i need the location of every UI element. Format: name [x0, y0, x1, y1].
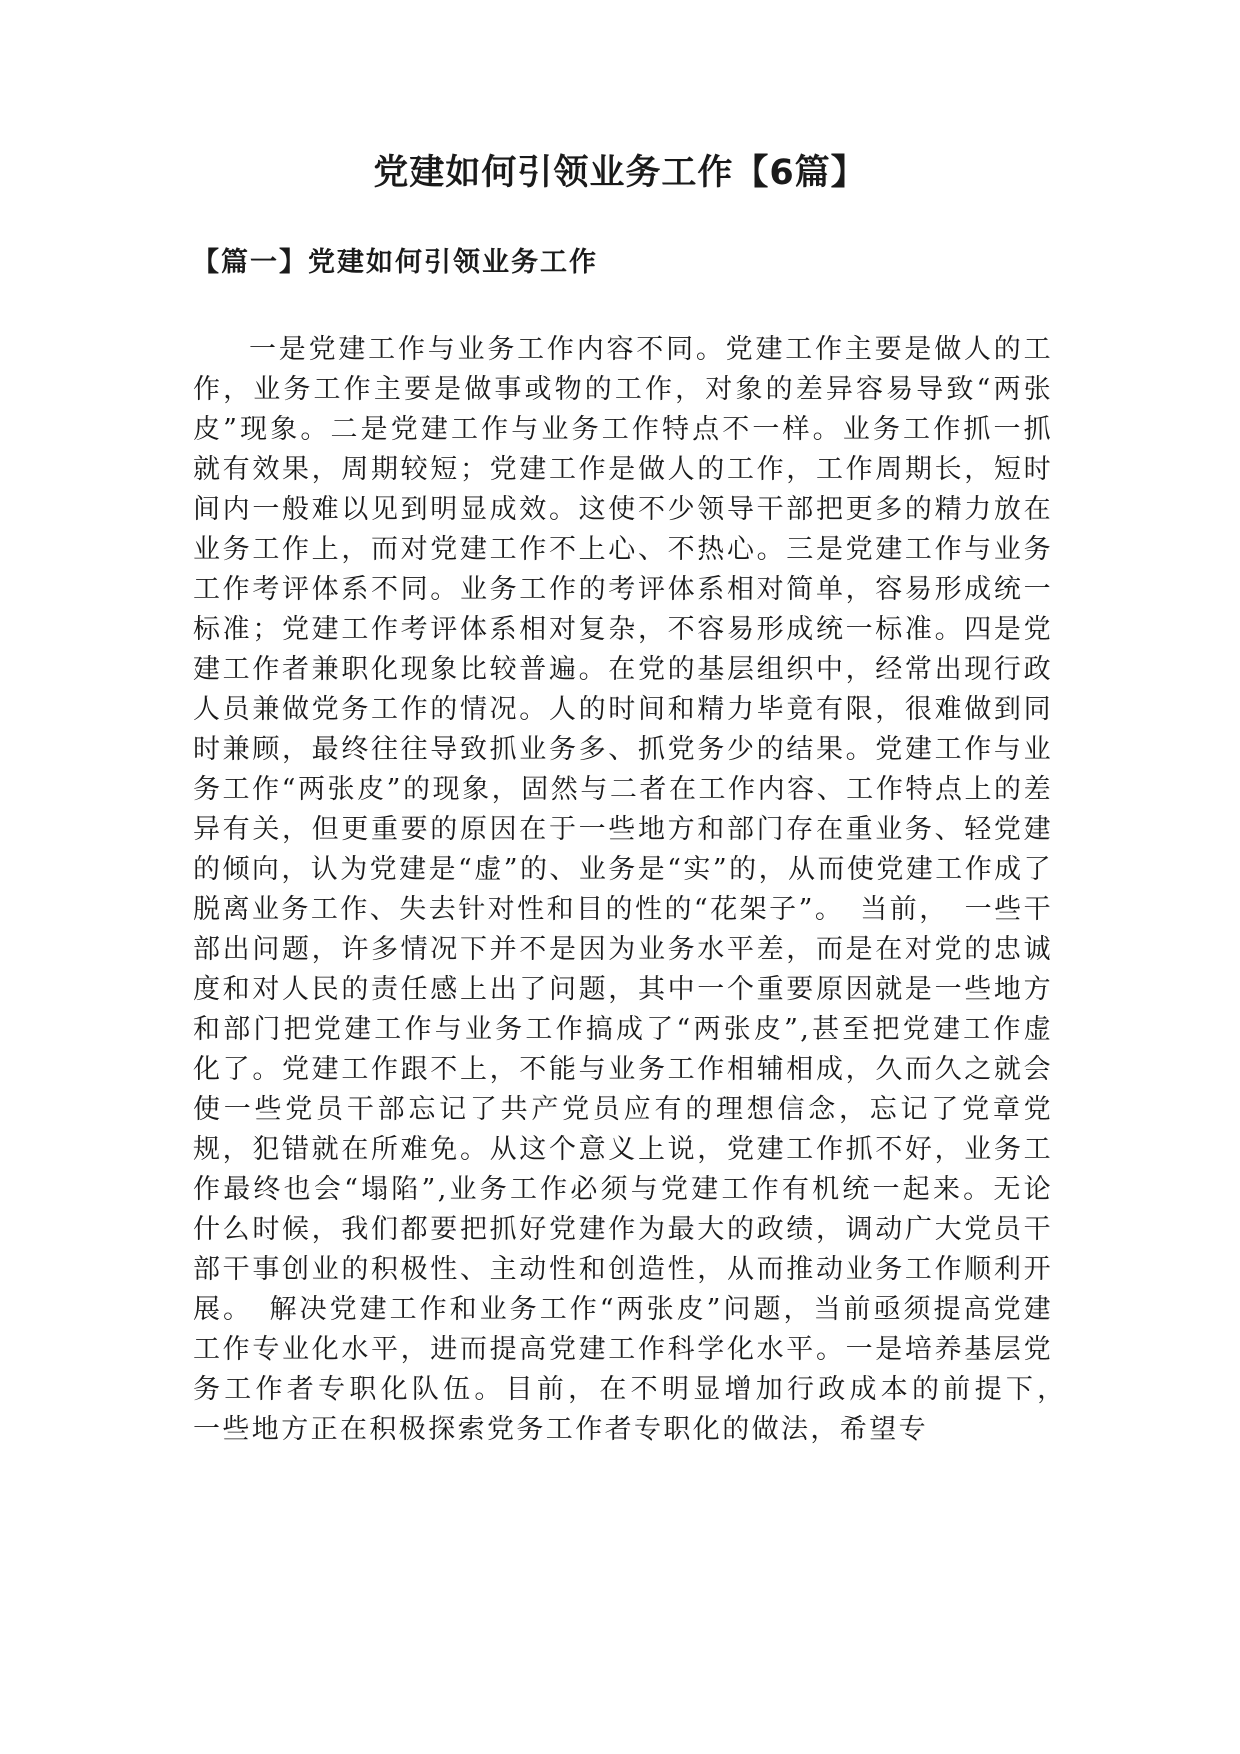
section-heading: 【篇一】党建如何引领业务工作 [192, 247, 598, 278]
document-title: 党建如何引领业务工作【6篇】 [373, 153, 867, 193]
body-paragraph: 一是党建工作与业务工作内容不同。党建工作主要是做人的工作，业务工作主要是做事或物的工作，对象的差异容易导致“两张皮”现象。二是党建工作与业务工作特点不一样。业务工作抓一抓就有效果，周期较短；党建工作是做人的工作，工作周期长，短时间内一般难以见到明显成效。这使不少领导干部把更多的精力放在业务工作上，而对党建工作不上心、不热心。三是党建工作与业务工作考评体系不同。业务工作的考评体系相对简单，容易形成统一标准；党建工作考评体系相对复杂，不容易形成统一标准。四是党建工作者兼职化现象比较普遍。在党的基层组织中，经常出现行政人员兼做党务工作的情况。人的时间和精力毕竟有限，很难做到同时兼顾，最终往往导致抓业务多、抓党务少的结果。党建工作与业务工作“两张皮”的现象，固然与二者在工作内容、工作特点上的差异有关，但更重要的原因在于一些地方和部门存在重业务、轻党建的倾向，认为党建是“虚”的、业务是“实”的，从而使党建工作成了脱离业务工作、失去针对性和目的性的“花架子”。 当前， 一些干部出问题，许多情况下并不是因为业务水平差，而是在对党的忠诚度和对人民的责任感上出了问题，其中一个重要原因就是一些地方和部门把党建工作与业务工作搞成了“两张皮”,甚至把党建工作虚化了。党建工作跟不上，不能与业务工作相辅相成，久而久之就会使一些党员干部忘记了共产党员应有的理想信念，忘记了党章党规，犯错就在所难免。从这个意义上说，党建工作抓不好，业务工作最终也会“塌陷”,业务工作必须与党建工作有机统一起来。无论什么时候，我们都要把抓好党建作为最大的政绩，调动广大党员干部干事创业的积极性、主动性和创造性，从而推动业务工作顺利开展。 解决党建工作和业务工作“两张皮”问题，当前亟须提高党建工作专业化水平，进而提高党建工作科学化水平。一是培养基层党务工作者专职化队伍。目前，在不明显增加行政成本的前提下， 一些地方正在积极探索党务工作者专职化的做法，希望专 [193, 334, 1083, 1445]
